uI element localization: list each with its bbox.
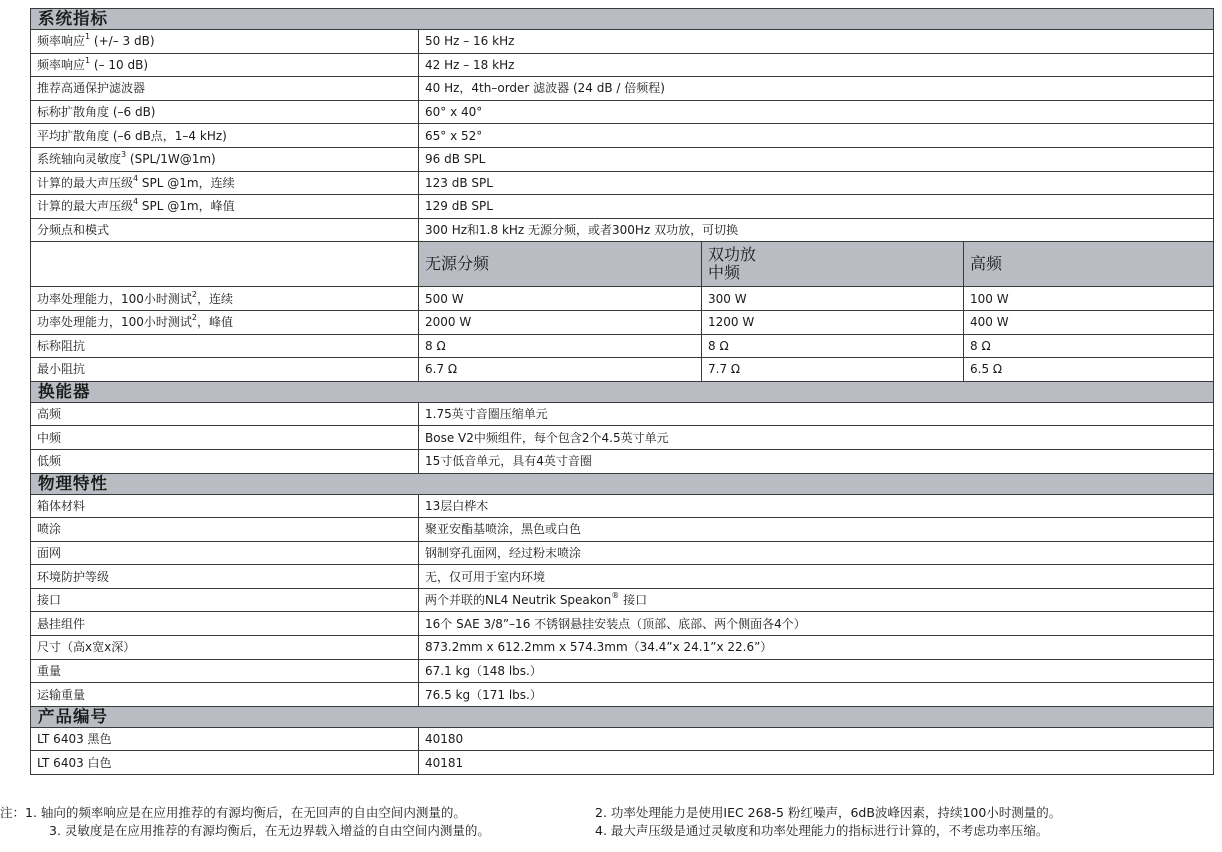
spec-label: 中频 [31,426,419,450]
spec-value: 50 Hz – 16 kHz [419,30,1214,54]
spec-row [31,449,1214,473]
spec-value: 96 dB SPL [419,147,1214,171]
mode-header-passive: 无源分频 [419,242,702,287]
spec-label: 接口 [31,588,419,612]
spec-value: 1.75英寸音圈压缩单元 [419,402,1214,426]
spec-sheet [30,8,1213,775]
spec-label: 面网 [31,541,419,565]
spec-label: LT 6403 白色 [31,751,419,775]
spec-label: 频率响应$^1$ (– 10 dB) [31,53,419,77]
spec-row [31,124,1214,148]
section-header-transducers [31,381,1214,402]
spec-value: 129 dB SPL [419,195,1214,219]
spec-row [31,518,1214,542]
spec-value: 钢制穿孔面网，经过粉末喷涂 [419,541,1214,565]
spec-value: 聚亚安酯基喷涂，黑色或白色 [419,518,1214,542]
spec-row [31,402,1214,426]
section-title: 系统指标 [31,9,419,30]
footnote-4: 4. 最大声压级是通过灵敏度和功率处理能力的指标进行计算的，不考虑功率压缩。 [595,823,1049,838]
spec-row [31,727,1214,751]
power-row [31,358,1214,382]
spec-table [30,8,1214,775]
spec-label: 高频 [31,402,419,426]
spec-label: 环境防护等级 [31,565,419,589]
high-value: 6.5 Ω [964,358,1214,382]
mid-value: 8 Ω [702,334,964,358]
mode-header-row [31,242,1214,287]
spec-value: 65° x 52° [419,124,1214,148]
spec-row [31,751,1214,775]
passive-value: 2000 W [419,310,702,334]
mid-value: 300 W [702,287,964,311]
spec-row [31,100,1214,124]
high-value: 8 Ω [964,334,1214,358]
spec-row [31,218,1214,242]
section-header-codes [31,706,1214,727]
section-title: 物理特性 [31,473,419,494]
spec-row [31,77,1214,101]
power-row [31,334,1214,358]
spec-row [31,30,1214,54]
section-header-physical [31,473,1214,494]
mid-value: 7.7 Ω [702,358,964,382]
footnote-1: 注：1. 轴向的频率响应是在应用推荐的有源均衡后，在无回声的自由空间内测量的。 [0,805,466,820]
section-title: 换能器 [31,381,419,402]
spec-label: 尺寸（高x宽x深） [31,636,419,660]
spec-label: 功率处理能力，100小时测试$^2$，峰值 [31,310,419,334]
section-header-system [31,9,1214,30]
spec-row [31,612,1214,636]
footnotes [0,804,1222,840]
spec-label: 系统轴向灵敏度$^3$ (SPL/1W@1m) [31,147,419,171]
spec-label: 计算的最大声压级$^4$ SPL @1m，连续 [31,171,419,195]
spec-label: 推荐高通保护滤波器 [31,77,419,101]
spec-label: 标称扩散角度 (–6 dB) [31,100,419,124]
spec-row [31,565,1214,589]
spec-label: 功率处理能力，100小时测试$^2$，连续 [31,287,419,311]
mid-value: 1200 W [702,310,964,334]
spec-value: 无，仅可用于室内环境 [419,565,1214,589]
spec-value: 300 Hz和1.8 kHz 无源分频，或者300Hz 双功放，可切换 [419,218,1214,242]
footnote-2: 2. 功率处理能力是使用IEC 268-5 粉红噪声，6dB波峰因素，持续100小时测量的。 [595,805,1062,820]
spec-label: LT 6403 黑色 [31,727,419,751]
spec-row [31,683,1214,707]
spec-label: 计算的最大声压级$^4$ SPL @1m，峰值 [31,195,419,219]
power-row [31,287,1214,311]
spec-label: 分频点和模式 [31,218,419,242]
spec-label: 悬挂组件 [31,612,419,636]
spec-row [31,147,1214,171]
mode-header-biamp-mid: 双功放 中频 [702,242,964,287]
high-value: 100 W [964,287,1214,311]
spec-value: 60° x 40° [419,100,1214,124]
spec-row [31,171,1214,195]
spec-label: 最小阻抗 [31,358,419,382]
spec-label: 低频 [31,449,419,473]
passive-value: 8 Ω [419,334,702,358]
spec-row [31,426,1214,450]
spec-value: 40 Hz，4th–order 滤波器 (24 dB / 倍频程) [419,77,1214,101]
spec-label: 喷涂 [31,518,419,542]
spec-value: 42 Hz – 18 kHz [419,53,1214,77]
spec-value: 123 dB SPL [419,171,1214,195]
passive-value: 6.7 Ω [419,358,702,382]
spec-label: 平均扩散角度 (–6 dB点，1–4 kHz) [31,124,419,148]
footnote-3: 3. 灵敏度是在应用推荐的有源均衡后，在无边界载入增益的自由空间内测量的。 [49,823,490,838]
section-title: 产品编号 [31,706,419,727]
mode-header-high: 高频 [964,242,1214,287]
spec-label: 箱体材料 [31,494,419,518]
spec-label: 频率响应$^1$ (+/– 3 dB) [31,30,419,54]
power-row [31,310,1214,334]
spec-value: 16个 SAE 3/8”–16 不锈钢悬挂安装点（顶部、底部、两个侧面各4个） [419,612,1214,636]
spec-row [31,636,1214,660]
spec-row [31,659,1214,683]
spec-value: 40180 [419,727,1214,751]
spec-row [31,541,1214,565]
spec-value: 15寸低音单元，具有4英寸音圈 [419,449,1214,473]
spec-row [31,195,1214,219]
spec-value: 76.5 kg（171 lbs.） [419,683,1214,707]
spec-value: 873.2mm x 612.2mm x 574.3mm（34.4”x 24.1”x 22.6”） [419,636,1214,660]
spec-value: 67.1 kg（148 lbs.） [419,659,1214,683]
spec-row [31,588,1214,612]
spec-row [31,494,1214,518]
spec-value: 两个并联的NL4 Neutrik Speakon® 接口 [419,588,1214,612]
spec-label: 重量 [31,659,419,683]
spec-label: 运输重量 [31,683,419,707]
spec-value: Bose V2中频组件，每个包含2个4.5英寸单元 [419,426,1214,450]
spec-value: 40181 [419,751,1214,775]
spec-value: 13层白桦木 [419,494,1214,518]
spec-row [31,53,1214,77]
spec-label: 标称阻抗 [31,334,419,358]
high-value: 400 W [964,310,1214,334]
passive-value: 500 W [419,287,702,311]
